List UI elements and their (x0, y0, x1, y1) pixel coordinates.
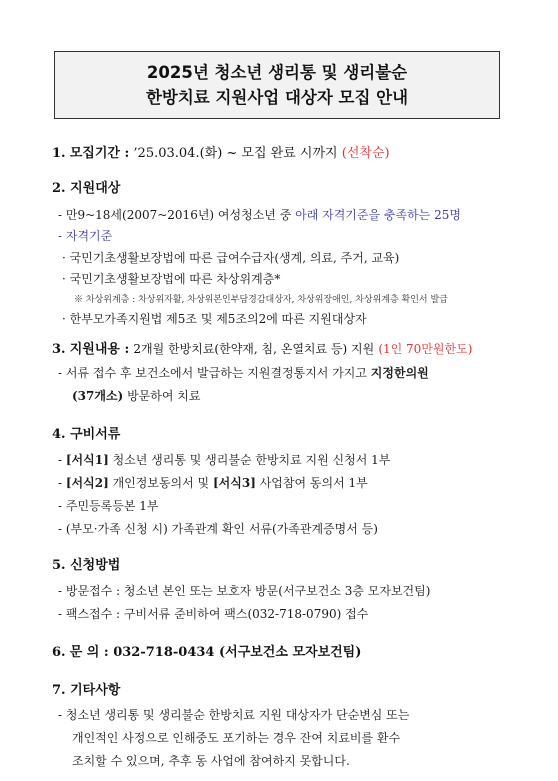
form-3-text: 사업참여 동의서 1부 (259, 476, 368, 490)
section-3-content: 2개월 한방치료(한약재, 침, 온열치료 등) 지원 (133, 342, 375, 356)
title-box (54, 51, 500, 119)
section-2-criteria-item-1: · 국민기초생활보장법에 따른 급여수급자(생계, 의료, 주거, 교육) (62, 251, 400, 265)
section-3-label: 지원내용 : (69, 342, 130, 357)
section-7-line-2: 개인적인 사정으로 인해중도 포기하는 경우 잔여 치료비를 환수 (72, 731, 401, 745)
section-1-recruitment-period (52, 146, 390, 162)
section-3-number: 3. (52, 342, 66, 357)
section-2-line1-highlight: 아래 자격기준을 충족하는 25명 (295, 208, 461, 222)
section-4-label: 구비서류 (70, 427, 121, 442)
section-3-detail-line-2 (72, 389, 200, 404)
section-7-line-3: 조치할 수 있으며, 추후 동 사업에 참여하지 못합니다. (72, 754, 350, 768)
section-2-number: 2. (52, 181, 66, 196)
section-4-heading (52, 427, 120, 443)
section-3-line2-b: 지정한의원 (370, 366, 429, 380)
section-2-criteria-item-3: · 한부모가족지원법 제5조 및 제5조의2에 따른 지원대상자 (62, 312, 367, 326)
form-3-tag: [서식3] (212, 476, 256, 490)
form-2-tag: [서식2] (65, 476, 109, 490)
section-3-limit: (1인 70만원한도) (378, 342, 473, 356)
section-2-eligibility-line (58, 208, 461, 223)
section-5-visit-line: - 방문접수 : 청소년 본인 또는 보호자 방문(서구보건소 3층 모자보건팀) (58, 584, 431, 598)
section-1-date: ’25.03.04.(화) ~ 모집 완료 시까지 (133, 146, 338, 161)
section-4-item-1: - [서식1] 청소년 생리통 및 생리불순 한방치료 지원 신청서 1부 (58, 453, 391, 467)
section-5-number: 5. (52, 558, 66, 573)
title-line-2: 한방치료 지원사업 대상자 모집 안내 (145, 88, 409, 107)
section-2-criteria-label: - 자격기준 (58, 229, 113, 243)
section-1-label: 모집기간 : (69, 146, 130, 161)
form-1-text: 청소년 생리통 및 생리불순 한방치료 지원 신청서 1부 (112, 453, 391, 467)
section-4-item-2: - [서식2] 개인정보동의서 및 [서식3] 사업참여 동의서 1부 (58, 476, 368, 490)
section-5-label: 신청방법 (70, 558, 121, 573)
section-7-heading (52, 683, 120, 699)
section-2-heading (52, 181, 120, 197)
title-line-1: 2025년 청소년 생리통 및 생리불순 (146, 63, 408, 82)
section-4-item-4: - (부모·가족 신청 시) 가족관계 확인 서류(가족관계증명서 등) (58, 522, 378, 536)
section-6-label: 문 의 : 032-718-0434 (서구보건소 모자보건팀) (69, 645, 362, 660)
section-4-number: 4. (52, 427, 66, 442)
section-7-line-1: - 청소년 생리통 및 생리불순 한방치료 지원 대상자가 단순변심 또는 (58, 708, 410, 722)
section-1-number: 1. (52, 146, 66, 161)
section-3-line3-a: (37개소) (72, 389, 124, 403)
section-3-detail-line-1 (58, 366, 429, 381)
form-1-tag: [서식1] (65, 453, 109, 467)
section-7-label: 기타사항 (70, 683, 121, 698)
section-2-label: 지원대상 (70, 181, 121, 196)
resident-registration-text: 주민등록등본 1부 (65, 499, 159, 513)
section-1-note: (선착순) (341, 146, 390, 161)
section-5-heading (52, 558, 120, 574)
section-2-line1-prefix: - 만9~18세(2007~2016년) 여성청소년 중 (58, 208, 292, 222)
section-2-criteria-item-2: · 국민기초생활보장법에 따른 차상위계층* (62, 272, 281, 286)
form-2-text: 개인정보동의서 및 (112, 476, 210, 490)
section-4-item-3: - 주민등록등본 1부 (58, 499, 159, 513)
section-5-fax-line: - 팩스접수 : 구비서류 준비하여 팩스(032-718-0790) 접수 (58, 607, 369, 621)
section-3-line3-b: 방문하여 치료 (127, 389, 201, 403)
section-6-number: 6. (52, 645, 66, 660)
section-3-support-content (52, 341, 472, 358)
section-2-footnote: ※ 차상위계층 : 차상위자활, 차상위본인부담경감대상자, 차상위장애인, 차상위계층 확인서 발급 (74, 295, 448, 305)
family-relation-text: (부모·가족 신청 시) 가족관계 확인 서류(가족관계증명서 등) (65, 522, 378, 536)
section-6-contact (52, 645, 361, 661)
section-7-number: 7. (52, 683, 66, 698)
section-3-line2-a: - 서류 접수 후 보건소에서 발급하는 지원결정통지서 가지고 (58, 366, 367, 380)
